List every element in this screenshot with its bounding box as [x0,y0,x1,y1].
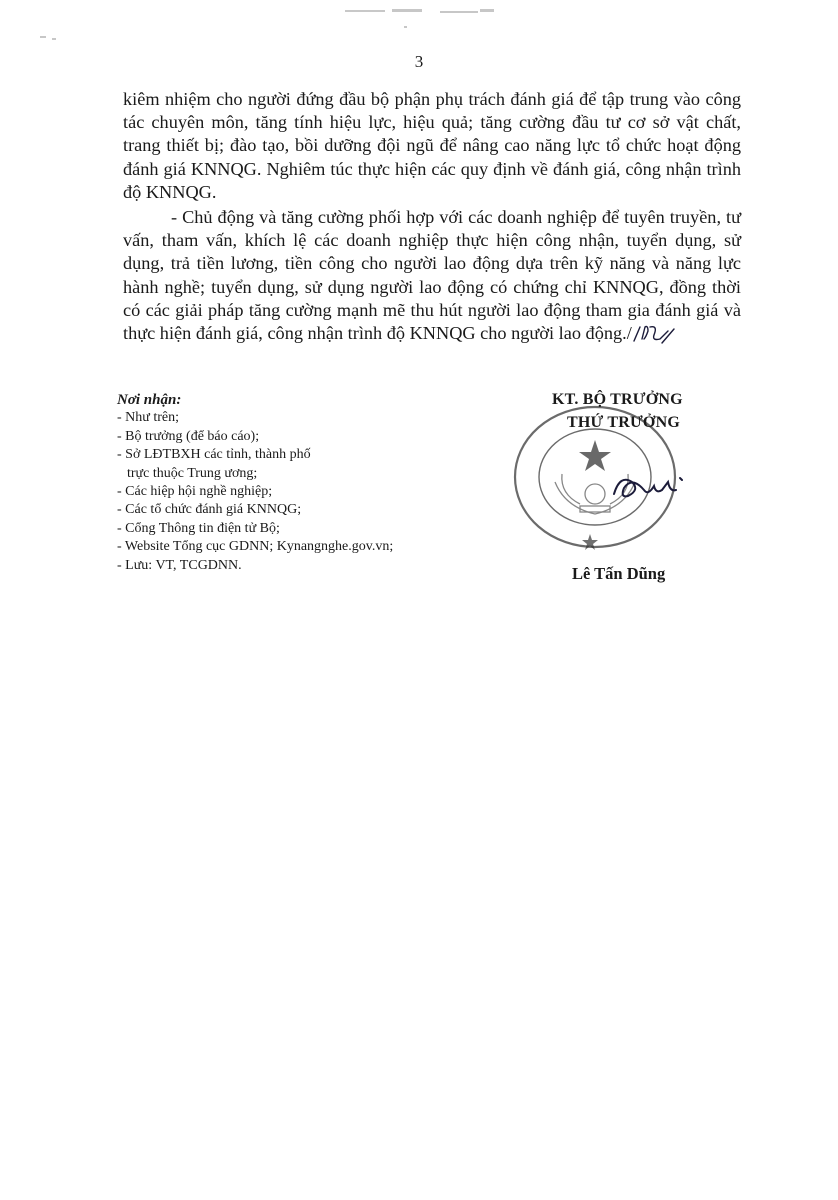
body-paragraph-2 [123,206,741,345]
recipient-item: - Bộ trưởng (để báo cáo); [117,428,260,444]
initials-mark [632,323,676,345]
page-number: 3 [414,52,424,71]
recipient-item: - Sở LĐTBXH các tỉnh, thành phố [117,447,311,463]
recipients-heading: Nơi nhận: [117,392,182,408]
body-paragraph-1: kiêm nhiệm cho người đứng đầu bộ phận phụ trách đánh giá để tập trung vào công tác chuyên môn, tăng tính hiệu lực, hiệu quả; tăng cường đầu tư cơ sở vật chất, trang thiết bị; đào tạo, bồi dưỡng đội ngũ để nâng cao năng lực tổ chức hoạt động đánh giá KNNQG. Nghiêm túc thực hiện các quy định về đánh giá, công nhận trình độ KNNQG. [123,89,741,202]
recipient-item: - Cổng Thông tin điện tử Bộ; [117,520,280,536]
signature-title-2: THỨ TRƯỞNG [567,414,680,431]
recipients-list [117,391,477,575]
signer-name: Lê Tấn Dũng [572,564,666,583]
recipient-item: trực thuộc Trung ương; [127,465,258,481]
recipient-item: - Lưu: VT, TCGDNN. [117,557,242,573]
recipient-item: - Các hiệp hội nghề nghiệp; [117,484,273,500]
body-paragraph-2-text: - Chủ động và tăng cường phối hợp với các doanh nghiệp để tuyên truyền, tư vấn, tham vấn, khích lệ các doanh nghiệp thực hiện công nhận, tuyển dụng, sử dụng, trả tiền lương, tiền công cho người lao động dựa trên kỹ năng và năng lực hành nghề; tuyển dụng, sử dụng người lao động có chứng chỉ KNNQG, đồng thời có các giải pháp tăng cường mạnh mẽ thu hút người lao động tham gia đánh giá và thực hiện đánh giá, công nhận trình độ KNNQG cho người lao động./ [123,207,741,344]
handwritten-signature-icon [610,468,690,508]
recipient-item: - Website Tổng cục GDNN; Kynangnghe.gov.vn; [117,539,394,555]
signature-block [500,388,740,598]
signature-title-1: KT. BỘ TRƯỞNG [552,391,683,408]
scan-artifact [0,0,838,60]
body-text [123,88,741,345]
recipient-item: - Như trên; [117,410,180,426]
recipient-item: - Các tổ chức đánh giá KNNQG; [117,502,302,518]
